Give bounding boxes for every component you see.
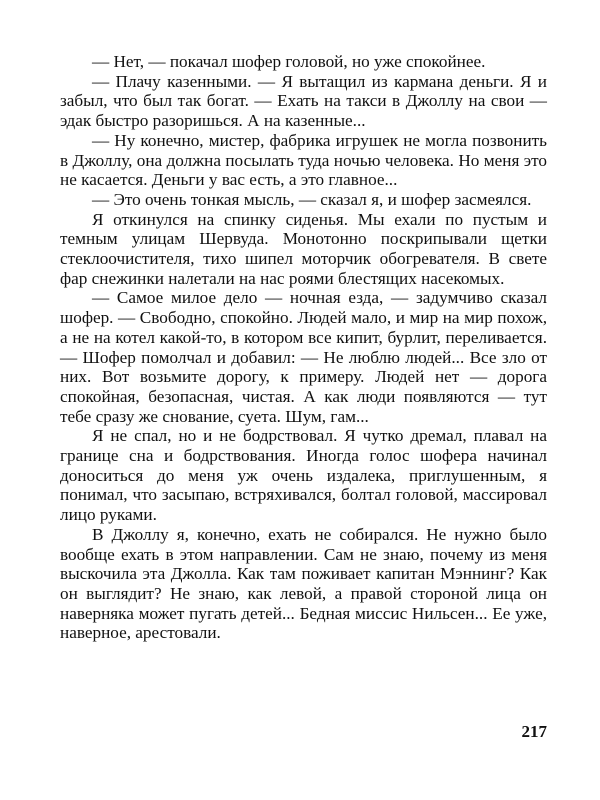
paragraph-3: — Ну конечно, мистер, фабрика игрушек не могла позвонить в Джоллу, она должна посылать туда ночью человека. Но меня это не касается. Деньги у вас есть, а это главное...	[60, 130, 547, 190]
body-text	[60, 52, 547, 643]
paragraph-6: — Самое милое дело — ночная езда, — задумчиво сказал шофер. — Свободно, спокойно. Людей мало, и мир на мир похож, а не на котел какой-то, в котором все кипит, бурлит, переливается. — Шофер помолчал и добавил: — Не люблю людей... Все зло от них. Вот возьмите дорогу, к примеру. Людей нет — дорога спокойная, безопасная, чистая. А как люди появляются — тут тебе сразу же снование, суета. Шум, гам...	[60, 288, 547, 426]
paragraph-8: В Джоллу я, конечно, ехать не собирался. Не нужно было вообще ехать в этом направлении. Сам не знаю, почему из меня выскочила эта Джолла. Как там поживает капитан Мэннинг? Как он выглядит? Не знаю, как левой, а правой стороной лица он наверняка может пугать детей... Бедная миссис Нильсен... Ее уже, наверное, арестовали.	[60, 524, 547, 643]
page-number: 217	[521, 722, 547, 741]
paragraph-7: Я не спал, но и не бодрствовал. Я чутко дремал, плавал на границе сна и бодрствования. Иногда голос шофера начинал доноситься до меня уж очень издалека, приглушенным, я понимал, что засыпаю, встряхивался, болтал головой, массировал лицо руками.	[60, 426, 547, 525]
paragraph-4: — Это очень тонкая мысль, — сказал я, и шофер засмеялся.	[92, 189, 532, 209]
paragraph-2: — Плачу казенными. — Я вытащил из кармана деньги. Я и забыл, что был так богат. — Ехать на такси в Джоллу на свои — эдак быстро разоришься. А на казенные...	[60, 71, 547, 131]
paragraph-1: — Нет, — покачал шофер головой, но уже спокойнее.	[92, 52, 486, 71]
paragraph-5: Я откинулся на спинку сиденья. Мы ехали по пустым и темным улицам Шервуда. Монотонно поскрипывали щетки стеклоочистителя, тихо шипел моторчик обогревателя. В свете фар снежинки налетали на нас роями блестящих насекомых.	[60, 209, 547, 288]
